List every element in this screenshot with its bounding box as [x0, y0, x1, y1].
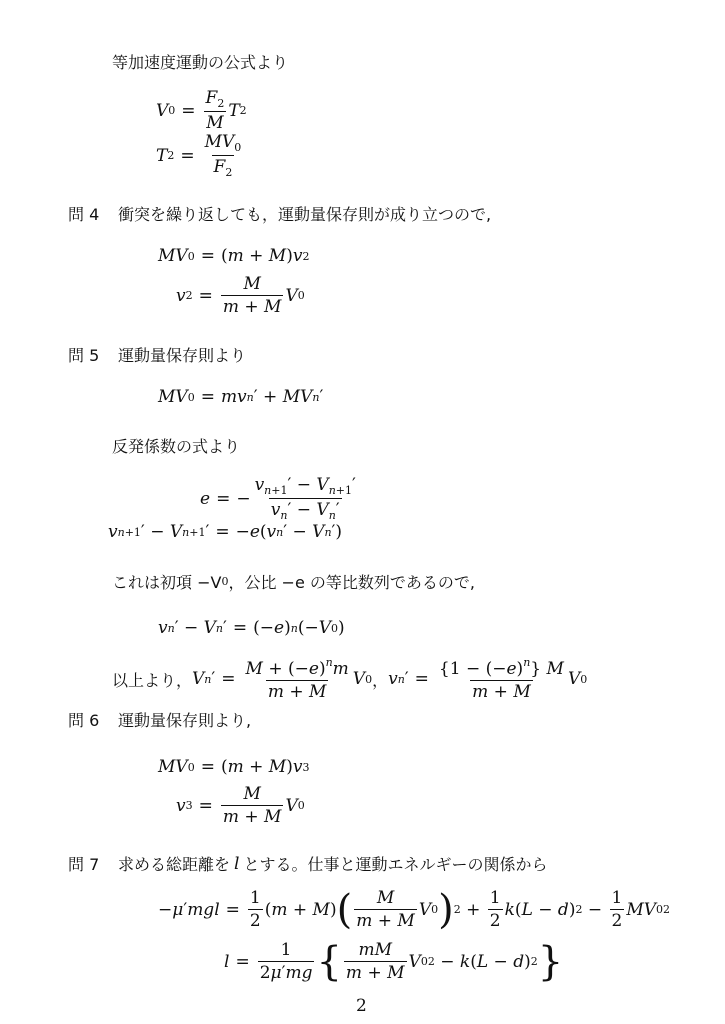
page-number: 2: [356, 996, 367, 1016]
equation-geometric: v n ′ − V n ′ = (− e ) n (− V 0 ): [158, 618, 345, 638]
restitution-text: 反発係数の式より: [112, 437, 241, 456]
q4-text: 衝突を繰り返しても，運動量保存則が成り立つので,: [118, 205, 492, 224]
equation-restitution: e = − $\frac{v_{n+1}' - V_{n+1}'}{v_n' - V_n'}$: [200, 475, 356, 522]
geometric-text: これは初項 −V 0 ，公比 −e の等比数列であるので,: [112, 570, 475, 593]
q7-text-end: とする。仕事と運動エネルギーの関係から: [243, 855, 548, 874]
q5-text: 運動量保存則より: [118, 346, 247, 365]
intro-text: 等加速度運動の公式より: [112, 53, 289, 72]
geometric-text-mid: ，公比 −e の等比数列であるので,: [228, 573, 475, 592]
q4-label: 問 4: [68, 205, 100, 224]
equation-restitution-rearranged: v n +1 ′ − V n +1 ′ = − e ( v n ′ − V n ′ ): [108, 522, 343, 542]
equation-q4-v2: v 2 = $\frac{M}{m + M}$ V 0: [176, 274, 305, 317]
equation-q4-momentum: MV 0 = ( m + M ) v 2: [158, 246, 310, 266]
comma-separator: ，: [372, 670, 389, 690]
q7-label: 問 7: [68, 855, 100, 874]
q5-label: 問 5: [68, 346, 100, 365]
equation-q6-momentum: MV 0 = ( m + M ) v 3: [158, 757, 310, 777]
geometric-text-start: これは初項 −V: [112, 573, 222, 592]
equation-v0: V 0 = $\frac{F_2}{M}$ T 2: [156, 88, 247, 133]
equation-result: 以上より， V n ′ = $\frac{M + (-e)^nm}{m + M}$ V 0 ， v n ′ = $\frac{\{1 - (-e)^n\} M}{m + M}$ V 0: [112, 656, 588, 702]
result-prefix: 以上より，: [112, 670, 193, 690]
equation-t2: T 2 = $\frac{MV_0}{F_2}$: [156, 132, 242, 179]
q7-text: 求める総距離を l とする。仕事と運動エネルギーの関係から: [118, 853, 548, 874]
equation-q7-energy: − μ ′ mgl = $\frac{1}{2}$ ( m + M ) ( $\frac{M}{m + M}$ V 0 ) 2 + $\frac{1}{2}$ k ( L − d ) 2 − $\frac{1}{2}$ MV 0 2: [158, 886, 671, 933]
q6-label: 問 6: [68, 711, 100, 730]
equation-q6-v3: v 3 = $\frac{M}{m + M}$ V 0: [176, 784, 305, 827]
equation-q7-l: l = $\frac{1}{2\mu'mg}$ { $\frac{mM}{m + M}$ V 0 2 − k ( L − d ) 2 }: [224, 938, 564, 985]
q7-text-start: 求める総距離を: [118, 855, 231, 874]
q6-text: 運動量保存則より,: [118, 711, 252, 730]
equation-q5-momentum: MV 0 = mv n ′ + MV n ′: [158, 387, 324, 407]
